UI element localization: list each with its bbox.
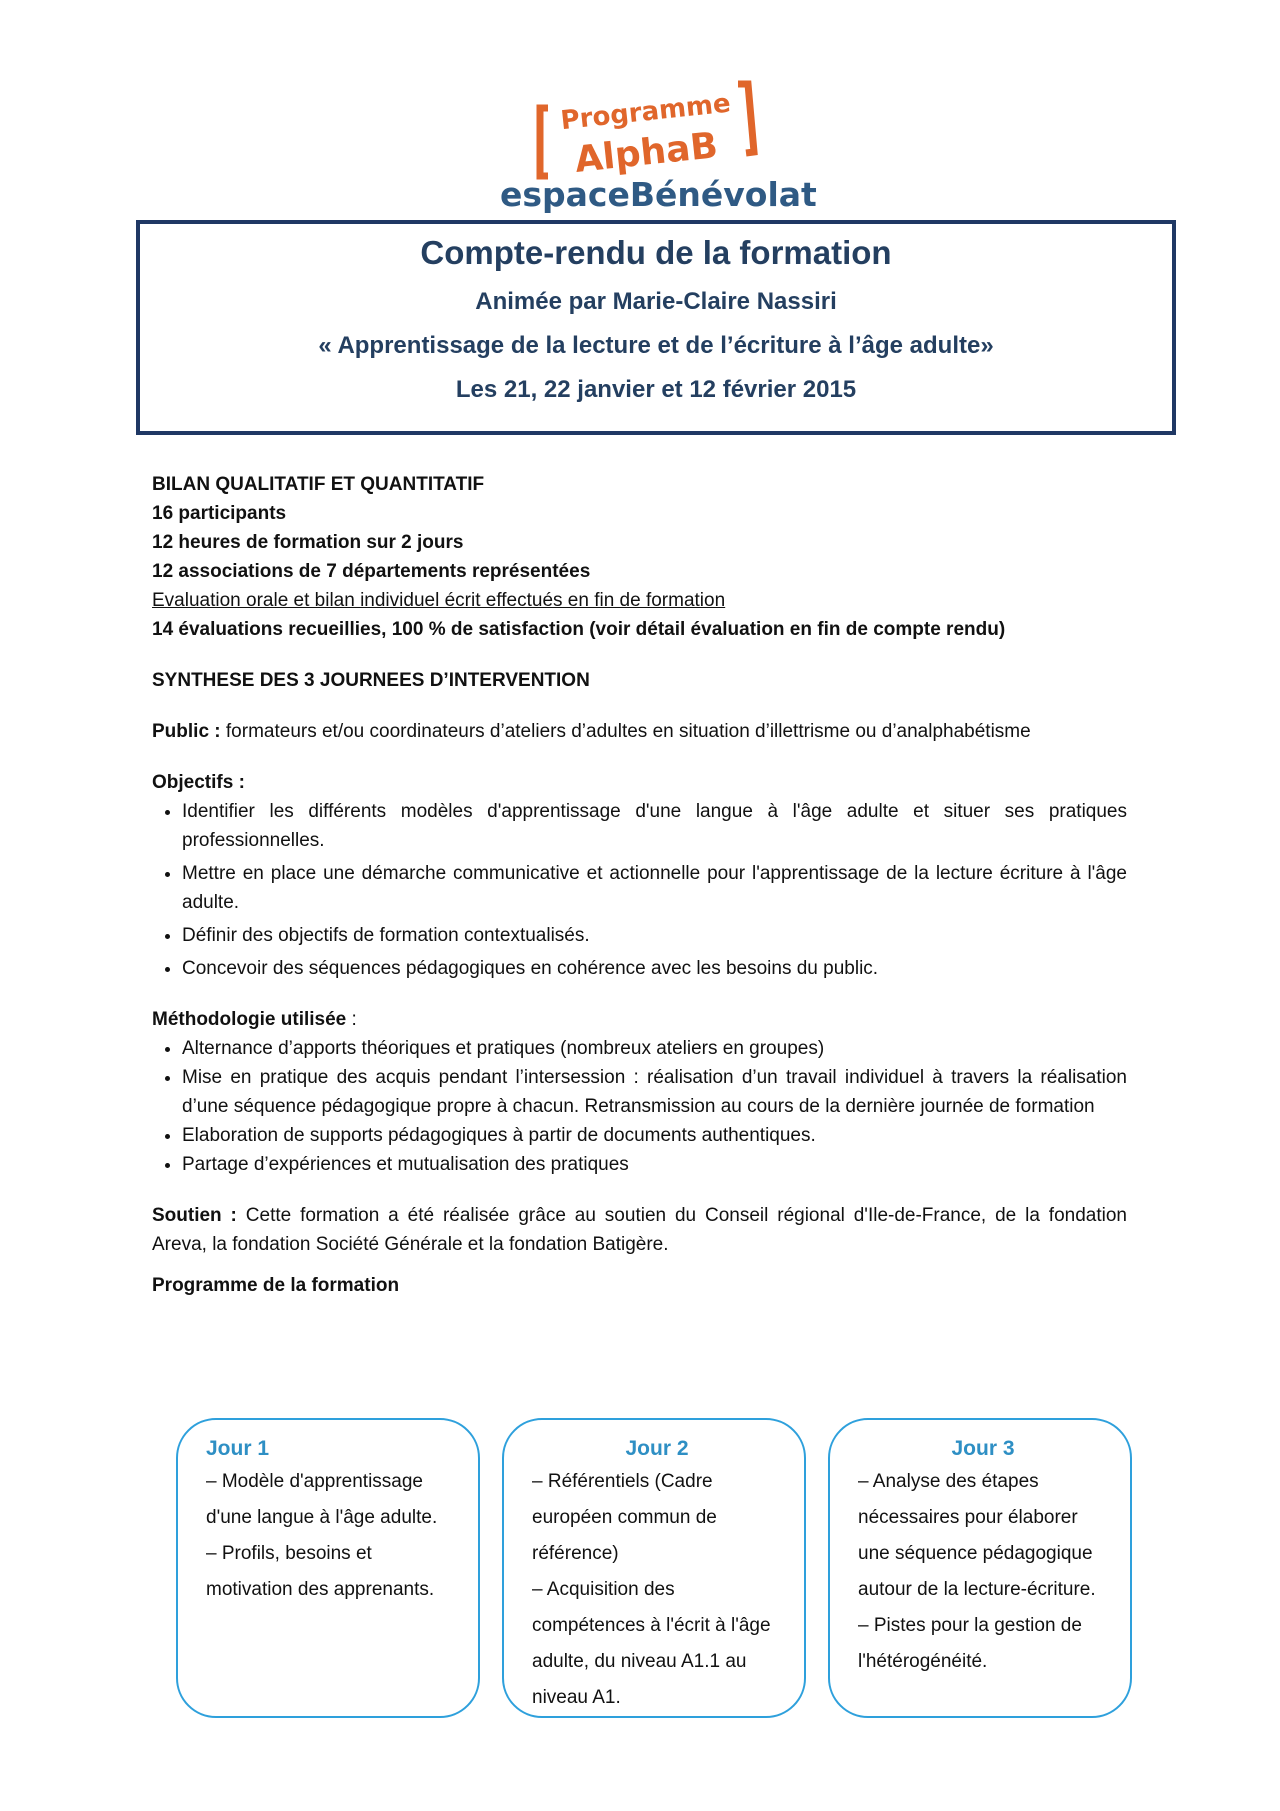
methodologie-colon: : bbox=[346, 1009, 357, 1030]
logo-right-bracket bbox=[738, 84, 754, 153]
bilan-satisfaction: 14 évaluations recueillies, 100 % de satisfaction (voir détail évaluation en fin de compte rendu) bbox=[152, 619, 1006, 640]
logo-espacebenevolat-text: espaceBénévolat bbox=[500, 175, 817, 214]
objectifs-list bbox=[152, 797, 1127, 983]
list-item: • Mettre en place une démarche communicative et actionnelle pour l'apprentissage de la lecture écriture à l'âge adulte. bbox=[182, 859, 1127, 917]
logo-programme-text: Programme bbox=[559, 88, 732, 137]
day-item: – Profils, besoins et motivation des apprenants. bbox=[206, 1543, 435, 1600]
day-item: – Analyse des étapes nécessaires pour élaborer une séquence pédagogique autour de la lecture-écriture. bbox=[858, 1471, 1096, 1600]
objectifs-heading: Objectifs : bbox=[152, 772, 245, 793]
bilan-participants: 16 participants bbox=[152, 503, 287, 524]
soutien-paragraph bbox=[152, 1201, 1127, 1259]
day-item: – Référentiels (Cadre européen commun de référence) bbox=[532, 1471, 717, 1564]
day-card-3 bbox=[828, 1418, 1132, 1718]
list-item: • Mise en pratique des acquis pendant l’intersession : réalisation d’un travail individuel à travers la réalisation d’une séquence pédagogique propre à chacun. Retransmission au cours de la dernière journée de formation bbox=[182, 1063, 1127, 1121]
synthese-heading: SYNTHESE DES 3 JOURNEES D’INTERVENTION bbox=[152, 670, 590, 691]
day-card-1 bbox=[176, 1418, 480, 1718]
day-title: Jour 3 bbox=[951, 1437, 1015, 1460]
logo-left-bracket bbox=[540, 108, 548, 176]
day-item: – Modèle d'apprentissage d'une langue à l'âge adulte. bbox=[206, 1471, 438, 1528]
list-item: • Elaboration de supports pédagogiques à partir de documents authentiques. bbox=[182, 1121, 1127, 1150]
logo-alphab-text: AlphaB bbox=[572, 125, 720, 181]
document-subtitle: Animée par Marie-Claire Nassiri bbox=[475, 288, 837, 315]
methodologie-label: Méthodologie utilisée bbox=[152, 1009, 347, 1030]
bilan-hours: 12 heures de formation sur 2 jours bbox=[152, 532, 464, 553]
list-item: • Alternance d’apports théoriques et pratiques (nombreux ateliers en groupes) bbox=[182, 1034, 1127, 1063]
list-item: • Concevoir des séquences pédagogiques en cohérence avec les besoins du public. bbox=[182, 954, 1127, 983]
programme-cards bbox=[0, 1418, 1280, 1738]
soutien-label: Soutien : bbox=[152, 1205, 237, 1226]
day-card-2 bbox=[502, 1418, 806, 1718]
programme-heading: Programme de la formation bbox=[152, 1275, 400, 1296]
public-paragraph bbox=[152, 717, 1127, 746]
public-label: Public : bbox=[152, 721, 221, 742]
document-title: Compte-rendu de la formation bbox=[420, 234, 892, 271]
list-item: • Définir des objectifs de formation contextualisés. bbox=[182, 921, 1127, 950]
course-title: « Apprentissage de la lecture et de l’écriture à l’âge adulte» bbox=[318, 332, 994, 359]
day-item: – Acquisition des compétences à l'écrit à l'âge adulte, du niveau A1.1 au niveau A1. bbox=[532, 1579, 771, 1708]
soutien-text: Cette formation a été réalisée grâce au soutien du Conseil régional d'Ile-de-France, de la fondation Areva, la fondation Société Générale et la fondation Batigère. bbox=[152, 1205, 1127, 1255]
document-body bbox=[152, 470, 1127, 1300]
bilan-heading: BILAN QUALITATIF ET QUANTITATIF bbox=[152, 474, 485, 495]
list-item: • Partage d’expériences et mutualisation des pratiques bbox=[182, 1150, 1127, 1179]
bilan-associations: 12 associations de 7 départements représentées bbox=[152, 561, 591, 582]
bilan-evaluation: Evaluation orale et bilan individuel écrit effectués en fin de formation bbox=[152, 590, 726, 611]
day-title: Jour 1 bbox=[206, 1437, 270, 1460]
public-text: formateurs et/ou coordinateurs d’ateliers d’adultes en situation d’illettrisme ou d’analphabétisme bbox=[220, 721, 1031, 742]
methodologie-list bbox=[152, 1034, 1127, 1179]
programme-alphab-logo bbox=[500, 78, 820, 218]
title-box bbox=[136, 220, 1176, 435]
methodologie-heading bbox=[152, 1005, 1127, 1034]
list-item: • Identifier les différents modèles d'apprentissage d'une langue à l'âge adulte et situer ses pratiques professionnelles. bbox=[182, 797, 1127, 855]
day-item: – Pistes pour la gestion de l'hétérogénéité. bbox=[858, 1615, 1082, 1672]
day-title: Jour 2 bbox=[625, 1437, 689, 1460]
course-dates: Les 21, 22 janvier et 12 février 2015 bbox=[455, 376, 857, 403]
